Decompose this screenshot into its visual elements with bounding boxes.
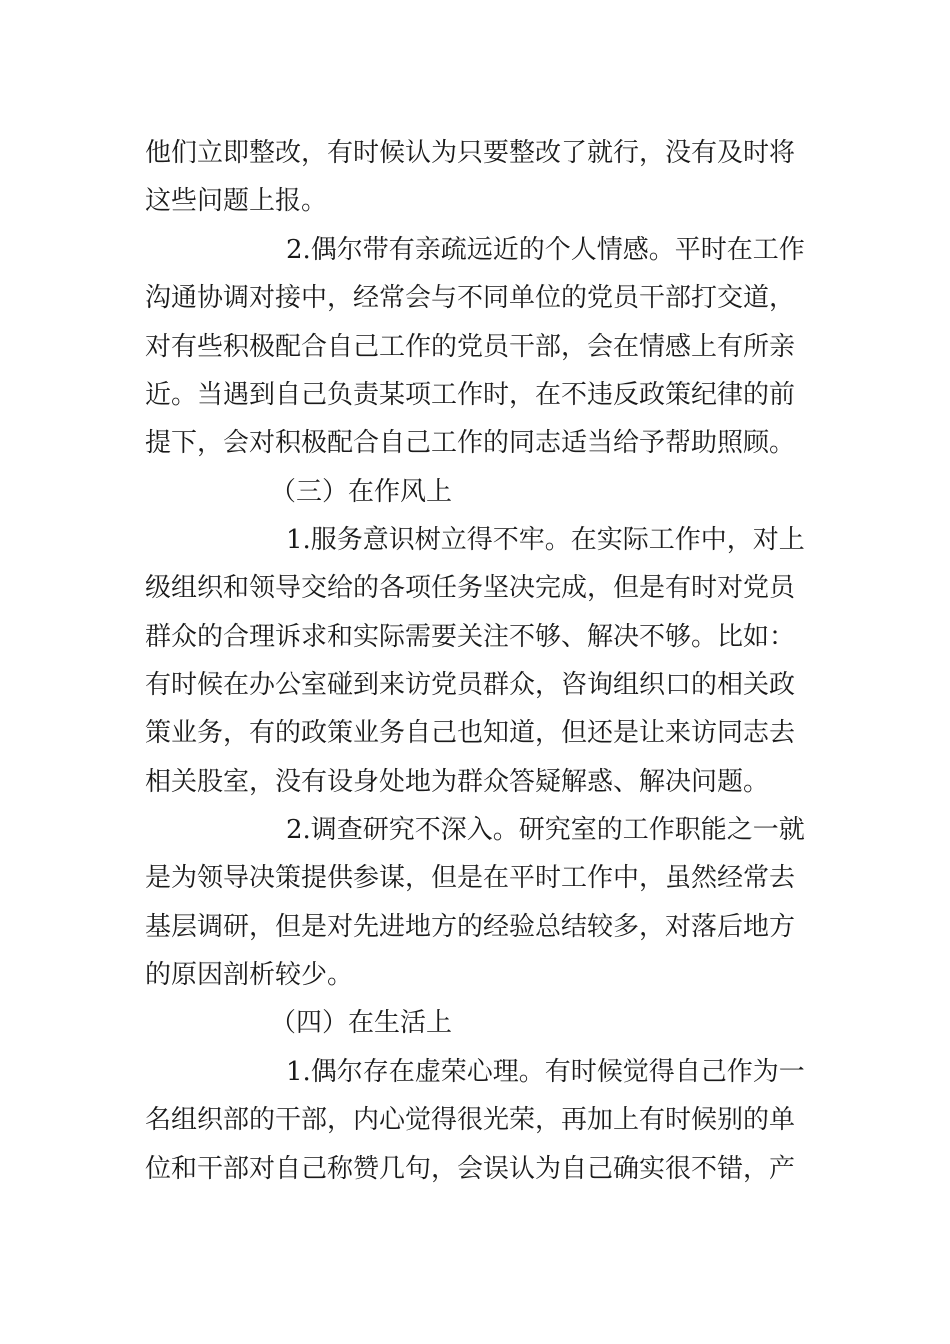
section-heading: （四）在生活上 <box>270 1008 453 1038</box>
text-line: 级组织和领导交给的各项任务坚决完成，但是有时对党员 <box>145 573 796 603</box>
text-line: 基层调研，但是对先进地方的经验总结较多，对落后地方 <box>145 912 796 942</box>
text-line: 策业务，有的政策业务自己也知道，但还是让来访同志去 <box>145 718 796 748</box>
text-line: 相关股室，没有设身处地为群众答疑解惑、解决问题。 <box>145 767 770 797</box>
paragraph-first-line: 2.调查研究不深入。研究室的工作职能之一就 <box>286 815 805 845</box>
paragraph-first-line: 2.偶尔带有亲疏远近的个人情感。平时在工作 <box>286 235 805 265</box>
text-line: 对有些积极配合自己工作的党员干部，会在情感上有所亲 <box>145 332 796 362</box>
text-line: 有时候在办公室碰到来访党员群众，咨询组织口的相关政 <box>145 670 796 700</box>
paragraph-first-line: 1.偶尔存在虚荣心理。有时候觉得自己作为一 <box>286 1057 805 1087</box>
text-line: 位和干部对自己称赞几句，会误认为自己确实很不错，产 <box>145 1154 796 1184</box>
text-line: 这些问题上报。 <box>145 186 328 216</box>
text-line: 近。当遇到自己负责某项工作时，在不违反政策纪律的前 <box>145 380 796 410</box>
text-line: 的原因剖析较少。 <box>145 960 354 990</box>
text-line: 提下，会对积极配合自己工作的同志适当给予帮助照顾。 <box>145 428 796 458</box>
text-line: 沟通协调对接中，经常会与不同单位的党员干部打交道， <box>145 283 796 313</box>
text-line: 是为领导决策提供参谋，但是在平时工作中，虽然经常去 <box>145 863 796 893</box>
text-line: 群众的合理诉求和实际需要关注不够、解决不够。比如： <box>145 622 796 652</box>
text-line: 他们立即整改，有时候认为只要整改了就行，没有及时将 <box>145 138 796 168</box>
section-heading: （三）在作风上 <box>270 477 453 507</box>
paragraph-first-line: 1.服务意识树立得不牢。在实际工作中，对上 <box>286 525 805 555</box>
text-line: 名组织部的干部，内心觉得很光荣，再加上有时候别的单 <box>145 1105 796 1135</box>
